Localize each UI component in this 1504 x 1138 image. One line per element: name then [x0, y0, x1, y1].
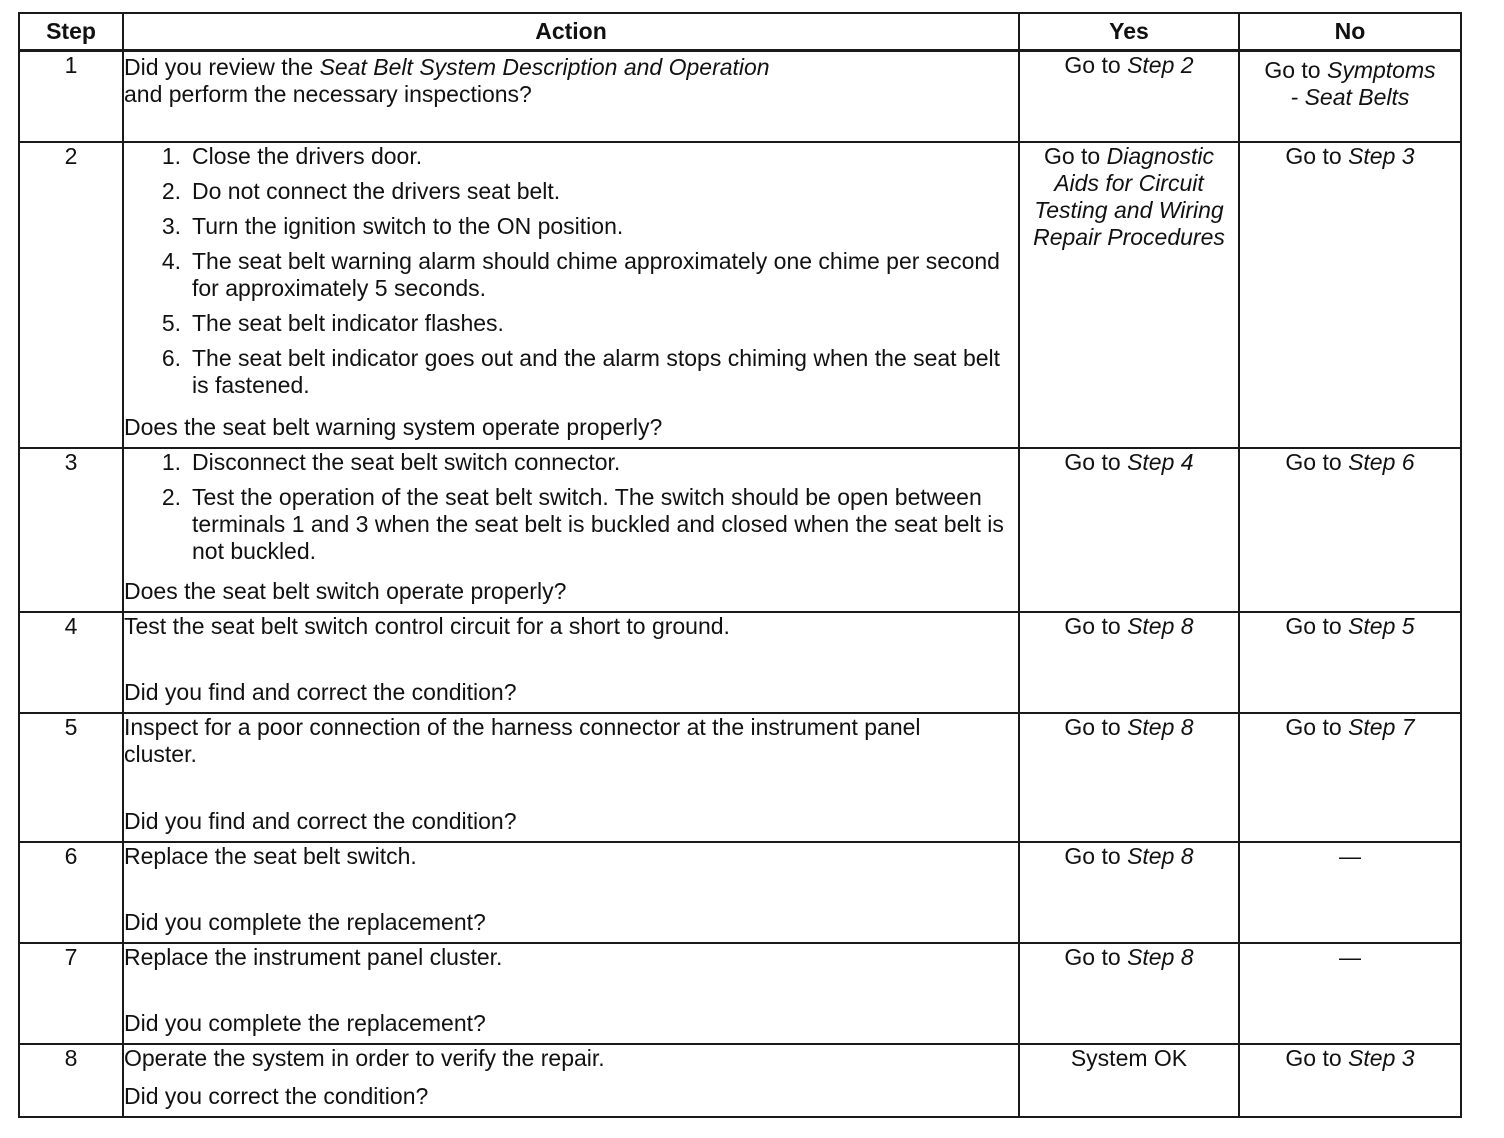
- yes-link[interactable]: Step 2: [1127, 51, 1194, 78]
- no-link[interactable]: Step 7: [1348, 714, 1415, 740]
- step-number: 3: [19, 448, 123, 612]
- action-cell: [123, 50, 1019, 142]
- action-text: Did you review the Seat Belt System Description and Operation and perform the necessary inspections?: [124, 53, 770, 107]
- no-cell: Go to Symptoms - Seat Belts: [1239, 50, 1461, 142]
- action-cell: [123, 448, 1019, 612]
- no-dash: —: [1339, 844, 1361, 869]
- instruction-text: Replace the instrument panel cluster.: [124, 944, 503, 970]
- diagnostic-table: [18, 12, 1462, 1118]
- no-link[interactable]: Step 3: [1348, 143, 1415, 169]
- reference-link[interactable]: Seat Belt System Description and Operation: [319, 53, 770, 80]
- table-row: [19, 50, 1461, 142]
- instruction-text: Operate the system in order to verify the repair.: [124, 1045, 605, 1071]
- table-row: [19, 448, 1461, 612]
- question-text: Does the seat belt warning system operate properly?: [124, 414, 663, 440]
- yes-link[interactable]: Step 8: [1127, 714, 1194, 740]
- table-row: [19, 713, 1461, 842]
- no-link[interactable]: Step 5: [1348, 613, 1415, 639]
- list-item: 2. Do not connect the drivers seat belt.: [161, 178, 561, 204]
- no-cell: Go to Step 5: [1239, 612, 1461, 713]
- yes-cell: Go to Step 2: [1019, 50, 1239, 142]
- list-item: 3. Turn the ignition switch to the ON position.: [161, 213, 624, 239]
- action-cell: [123, 943, 1019, 1044]
- question-text: Did you find and correct the condition?: [124, 808, 517, 834]
- header-yes: Yes: [1019, 13, 1239, 50]
- yes-link[interactable]: Diagnostic Aids for Circuit Testing and Wiring Repair Procedures: [1033, 143, 1225, 250]
- procedure-list: [124, 143, 1018, 407]
- action-cell: [123, 1044, 1019, 1117]
- yes-text: System OK: [1070, 1045, 1188, 1071]
- no-cell: Go to Step 7: [1239, 713, 1461, 842]
- question-text: Did you find and correct the condition?: [124, 679, 517, 705]
- header-action: Action: [123, 13, 1019, 50]
- list-item: 4. The seat belt warning alarm should chime approximately one chime per second for approximately 5 seconds.: [161, 248, 1000, 301]
- yes-cell: Go to Step 8: [1019, 612, 1239, 713]
- table-row: [19, 142, 1461, 448]
- list-item: 1. Close the drivers door.: [161, 143, 423, 169]
- header-step: Step: [19, 13, 123, 50]
- header-row: [19, 13, 1461, 50]
- step-number: 6: [19, 842, 123, 943]
- table-row: [19, 842, 1461, 943]
- no-cell: Go to Step 6: [1239, 448, 1461, 612]
- yes-cell: Go to Step 8: [1019, 943, 1239, 1044]
- yes-link[interactable]: Step 8: [1127, 843, 1194, 869]
- question-text: Did you correct the condition?: [124, 1083, 429, 1109]
- question-text: Does the seat belt switch operate properly?: [124, 578, 567, 604]
- header-no: No: [1239, 13, 1461, 50]
- no-cell: Go to Step 3: [1239, 142, 1461, 448]
- step-number: 1: [19, 50, 123, 142]
- instruction-text: Test the seat belt switch control circuit for a short to ground.: [124, 613, 730, 639]
- yes-cell: Go to Step 4: [1019, 448, 1239, 612]
- table-row: [19, 612, 1461, 713]
- step-number: 7: [19, 943, 123, 1044]
- question-text: Did you complete the replacement?: [124, 1010, 486, 1036]
- yes-link[interactable]: Step 8: [1127, 613, 1194, 639]
- list-item: 6. The seat belt indicator goes out and the alarm stops chiming when the seat belt is fastened.: [161, 345, 1001, 398]
- action-cell: [123, 142, 1019, 448]
- yes-cell: Go to Step 8: [1019, 842, 1239, 943]
- no-cell: Go to Step 3: [1239, 1044, 1461, 1117]
- instruction-text: Inspect for a poor connection of the harness connector at the instrument panel cluster.: [124, 714, 921, 767]
- action-cell: [123, 713, 1019, 842]
- step-number: 4: [19, 612, 123, 713]
- step-number: 5: [19, 713, 123, 842]
- step-number: 8: [19, 1044, 123, 1117]
- list-item: 1. Disconnect the seat belt switch connector.: [161, 449, 621, 475]
- yes-cell: Go to Step 8: [1019, 713, 1239, 842]
- no-cell: [1239, 943, 1461, 1044]
- yes-cell: [1019, 1044, 1239, 1117]
- step-number: 2: [19, 142, 123, 448]
- instruction-text: Replace the seat belt switch.: [124, 843, 417, 869]
- yes-cell: Go to Diagnostic Aids for Circuit Testing and Wiring Repair Procedures: [1019, 142, 1239, 448]
- table-row: [19, 943, 1461, 1044]
- yes-link[interactable]: Step 4: [1127, 449, 1194, 475]
- list-item: 2. Test the operation of the seat belt switch. The switch should be open between terminals 1 and 3 when the seat belt is buckled and closed when the seat belt is not buckled.: [161, 484, 1004, 564]
- no-link-cont[interactable]: - Seat Belts: [1290, 83, 1410, 110]
- question-text: Did you complete the replacement?: [124, 909, 486, 935]
- procedure-list: [124, 449, 1018, 573]
- yes-link[interactable]: Step 8: [1127, 944, 1194, 970]
- no-dash: —: [1339, 945, 1361, 970]
- action-cell: [123, 842, 1019, 943]
- action-cell: [123, 612, 1019, 713]
- no-cell: [1239, 842, 1461, 943]
- no-link[interactable]: Step 3: [1348, 1045, 1415, 1071]
- list-item: 5. The seat belt indicator flashes.: [161, 310, 504, 336]
- no-link[interactable]: Step 6: [1348, 449, 1415, 475]
- no-link[interactable]: Symptoms: [1327, 56, 1436, 83]
- table-row: [19, 1044, 1461, 1117]
